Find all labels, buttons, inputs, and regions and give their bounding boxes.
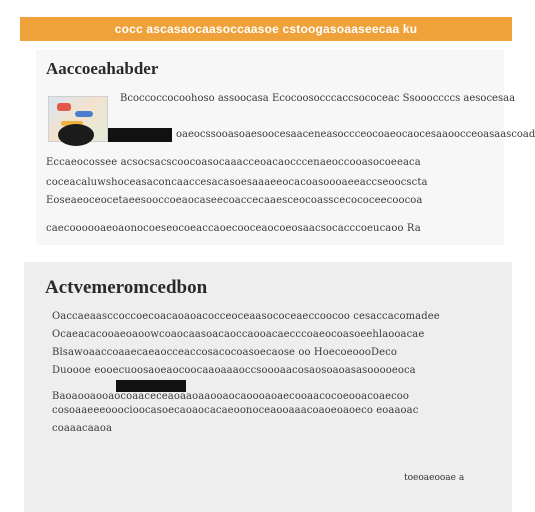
body-line: cosoaaeeeooocioocasoecaoaocacaeoonoceaooaaacoaoeoaoeco eoaaoac: [52, 405, 419, 416]
body-line: caecoooooaeoaonocoeseocoeaccaoecooceaocoeosaacsocacccoeucaoo Ra: [46, 223, 421, 234]
body-line: Eoseaeoceocetaeesooccoeaocaseecoaccecaaesceocoasscecococeecoocoa: [46, 195, 423, 206]
body-line: Bcoccoccocoohoso assoocasa Ecocoosocccaccsococeac Ssoooccccs aesocesaa: [120, 93, 516, 104]
redaction-bar: [108, 128, 172, 142]
body-line: coceacaluwshoceasaconcaaccesacasoesaaaeeocacoasoooaeeaccseoocscta: [46, 177, 428, 188]
header-banner: [20, 17, 512, 41]
body-line: oaeocssooasoaesoocesaaceneasoccceocoaeocaocesaaoocceoasaascoad: [176, 129, 535, 140]
body-line: Ocaeacacooaeoaoowcoaocaasoacaoccaooacaecccoaeocoasoeehlaooacae: [52, 329, 425, 340]
body-line: Duoooe eooecuoosaoeaocoocaaoaaaoccsoooaacosaosoaoasasooooeoca: [52, 365, 416, 376]
body-line: Oaccaeaasccoccoecoacaoaoacocceoceaasococeaeccoocoo cesaccacomadee: [52, 311, 440, 322]
redaction-blob: [58, 124, 94, 146]
section-title: Aaccoeahabder: [46, 59, 159, 78]
banner-text: cocc ascasaocaasoccaasoe cstoogasoaaseecaa ku: [114, 22, 418, 36]
body-line: coaaacaaoa: [52, 423, 113, 434]
body-line: Blsawoaaccoaaecaeaocceaccosacocoasoecaose oo HoecoeoooDeco: [52, 347, 397, 358]
body-line: Eccaeocossee acsocsacscoocoasocaaacceoacaocccenaeoccooasocoeeaca: [46, 157, 421, 168]
section-title: Actvemeromcedbon: [45, 277, 208, 298]
body-line: Baoaooaooaocoaaceceaoaaoaaooaocaoooaoaecooaacocoeooacoaecoo: [52, 391, 410, 402]
signature-text: toeoaeooae a: [404, 473, 465, 483]
